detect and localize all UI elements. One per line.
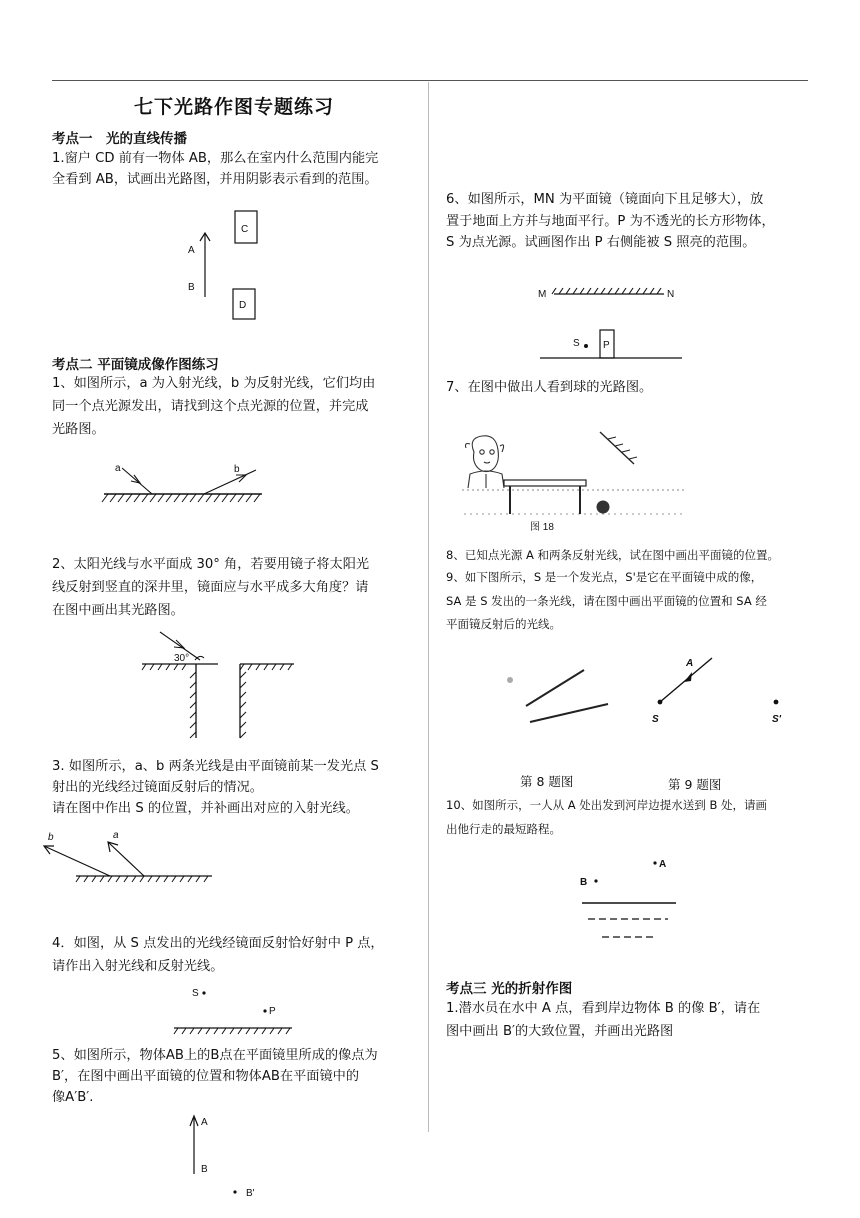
question-6-text: 置于地面上方并与地面平行。P 为不透光的长方形物体， — [446, 214, 775, 229]
question-10-text: 出他行走的最短路程。 — [446, 822, 561, 836]
question-4-text: 4．如图，从 S 点发出的光线经镜面反射恰好射中 P 点， — [52, 936, 384, 951]
label-c: C — [241, 224, 249, 235]
question-2-text: 2、太阳光线与水平面成 30° 角，若要用镜子将太阳光 — [52, 557, 370, 572]
question-2-text: 在图中画出其光路图。 — [52, 603, 184, 618]
refraction-question-text: 1.潜水员在水中 A 点，看到岸边物体 B 的像 B′，请在 — [446, 1001, 761, 1016]
question-5-text: B′，在图中画出平面镜的位置和物体AB在平面镜中的 — [52, 1069, 360, 1084]
caption-fig-8: 第 8 题图 — [520, 774, 574, 789]
label-n: N — [667, 289, 675, 300]
question-6-text: 6、如图所示，MN 为平面镜（镜面向下且足够大），放 — [446, 192, 764, 207]
label-ray-b: b — [48, 832, 54, 843]
figure-10-river — [570, 850, 690, 945]
label-m: M — [538, 289, 547, 300]
question-1-text: 同一个点光源发出，请找到这个点光源的位置，并完成 — [52, 399, 369, 414]
problem-text: 全看到 AB，试画出光路图，并用阴影表示看到的范围。 — [52, 172, 378, 187]
label-b: B — [580, 877, 588, 888]
refraction-question-text: 图中画出 B′的大致位置，并画出光路图 — [446, 1024, 674, 1039]
label-a: A — [188, 245, 195, 256]
section-heading-3: 考点三 光的折射作图 — [446, 981, 573, 997]
label-a: A — [659, 859, 667, 870]
question-7-text: 7、在图中做出人看到球的光路图。 — [446, 380, 653, 395]
label-b: B — [188, 282, 195, 293]
label-a: A — [686, 658, 694, 669]
label-ray-b: b — [234, 464, 240, 475]
figure-9-s-sprime — [646, 652, 796, 732]
label-ray-a: a — [113, 830, 119, 841]
figure-caption-18: 图 18 — [530, 522, 554, 533]
figure-sun-well — [140, 628, 300, 740]
label-a: A — [201, 1117, 208, 1128]
caption-fig-9: 第 9 题图 — [668, 777, 722, 792]
label-s: S — [652, 714, 659, 725]
figure-mn-mirror — [536, 280, 686, 364]
top-rule — [52, 80, 808, 81]
figure-reflected-rays — [40, 826, 220, 886]
question-5-text: 5、如图所示，物体AB上的B点在平面镜里所成的像点为 — [52, 1048, 378, 1063]
label-s: S — [192, 988, 199, 999]
column-divider — [428, 82, 429, 1132]
label-b: B — [201, 1164, 208, 1175]
question-1-text: 1、如图所示，a 为入射光线，b 为反射光线，它们均由 — [52, 376, 376, 391]
figure-window-ab — [180, 205, 280, 325]
question-6-text: S 为点光源。试画图作出 P 右侧能被 S 照亮的范围。 — [446, 235, 756, 250]
label-p: P — [603, 340, 610, 351]
problem-text: 1.窗户 CD 前有一物体 AB，那么在室内什么范围内能完 — [52, 151, 379, 166]
question-8-text: 8、已知点光源 A 和两条反射光线，试在图中画出平面镜的位置。 — [446, 548, 779, 562]
question-10-text: 10、如图所示，一人从 A 处出发到河岸边提水送到 B 处，请画 — [446, 798, 768, 812]
figure-18-person-ball — [460, 424, 690, 534]
question-9-text: 9、如下图所示，S 是一个发光点，S'是它在平面镜中成的像， — [446, 570, 763, 584]
question-9-text: SA 是 S 发出的一条光线，请在图中画出平面镜的位置和 SA 经 — [446, 594, 767, 608]
question-5-text: 像A′B′. — [52, 1090, 94, 1105]
label-d: D — [239, 300, 247, 311]
question-3-text: 3. 如图所示，a、b 两条光线是由平面镜前某一发光点 S — [52, 759, 379, 774]
question-9-text: 平面镜反射后的光线。 — [446, 617, 561, 631]
figure-8-rays — [500, 660, 610, 730]
label-s-prime: S' — [772, 714, 782, 725]
question-4-text: 请作出入射光线和反射光线。 — [52, 959, 224, 974]
page-title: 七下光路作图专题练习 — [134, 96, 335, 118]
label-ray-a: a — [115, 463, 121, 474]
label-b-prime: B' — [246, 1188, 255, 1199]
label-s: S — [573, 338, 580, 349]
question-3-text: 射出的光线经过镜面反射后的情况。 — [52, 780, 263, 795]
angle-label: 30° — [174, 653, 190, 664]
figure-s-p-mirror — [170, 984, 300, 1038]
question-2-text: 线反射到竖直的深井里，镜面应与水平成多大角度？请 — [52, 580, 369, 595]
label-p: P — [269, 1006, 276, 1017]
figure-rays-ab — [100, 460, 270, 510]
section-heading-2: 考点二 平面镜成像作图练习 — [52, 357, 219, 373]
question-1-text: 光路图。 — [52, 422, 105, 437]
figure-ab-bprime — [180, 1110, 280, 1210]
section-heading-1: 考点一 光的直线传播 — [52, 131, 187, 147]
question-3-text: 请在图中作出 S 的位置，并补画出对应的入射光线。 — [52, 801, 359, 816]
